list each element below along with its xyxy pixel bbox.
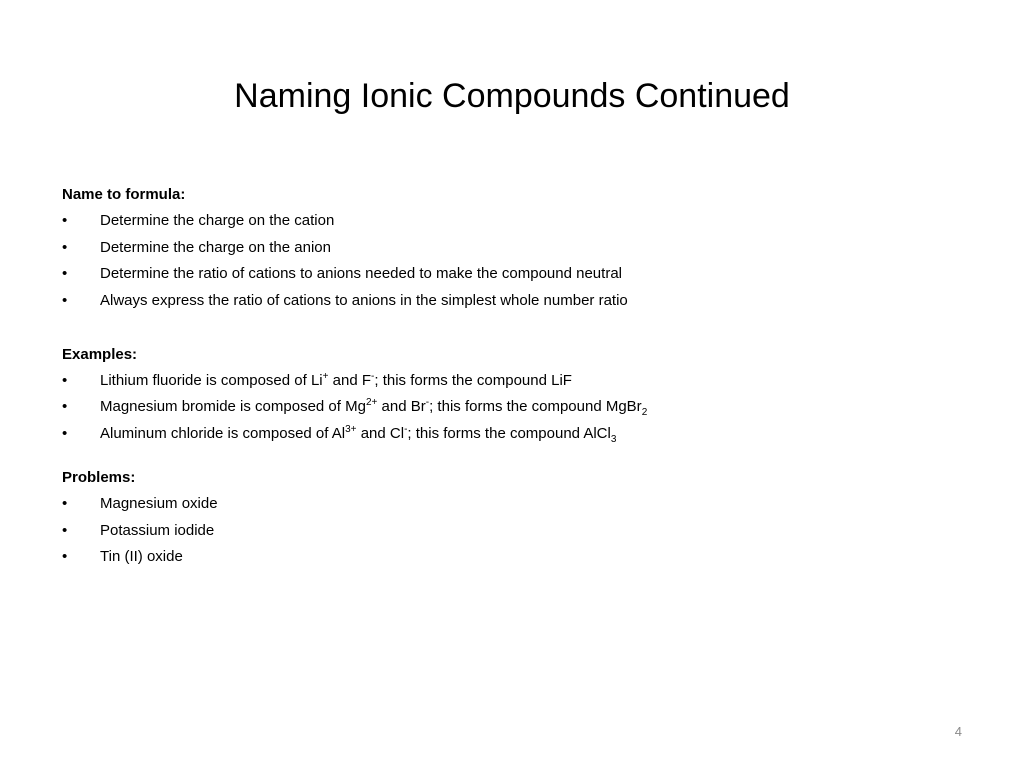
example-middle: ; this forms the compound <box>429 398 606 416</box>
bullet-icon: • <box>62 265 68 283</box>
compound-formula: AlCl <box>583 425 611 443</box>
bullet-icon: • <box>62 398 68 416</box>
anion-charge: - <box>425 397 430 409</box>
cation-symbol: Mg <box>345 398 366 416</box>
bullet-text: Determine the charge on the anion <box>100 238 331 256</box>
problems-heading: Problems: <box>62 468 136 486</box>
bullet-icon: • <box>62 371 68 389</box>
bullet-icon: • <box>62 425 68 443</box>
cation-charge: 2+ <box>365 397 378 409</box>
example-prefix: Aluminum chloride is composed of <box>100 425 332 443</box>
example-connector: and <box>328 371 362 389</box>
slide-content <box>62 184 962 573</box>
example-connector: and <box>356 425 390 443</box>
example-prefix: Lithium fluoride is composed of <box>100 371 311 389</box>
name-to-formula-bullet-4 <box>62 290 962 317</box>
anion-symbol: Cl <box>389 425 405 443</box>
name-to-formula-bullet-1 <box>62 210 962 237</box>
example-item-2 <box>62 396 962 423</box>
cation-symbol: Li <box>310 371 323 389</box>
cation-charge: 3+ <box>345 424 357 436</box>
cation-charge: + <box>322 370 329 382</box>
example-item-1 <box>62 370 962 397</box>
anion-symbol: Br <box>410 398 426 416</box>
anion-charge: - <box>404 424 408 436</box>
formula-subscript: 2 <box>641 407 648 419</box>
problem-item-1 <box>62 493 962 520</box>
cation-symbol: Al <box>331 425 346 443</box>
problem-item-3 <box>62 546 962 573</box>
formula-subscript: 3 <box>610 434 617 446</box>
examples-heading: Examples: <box>62 345 138 363</box>
problem-text: Potassium iodide <box>100 521 215 539</box>
example-prefix: Magnesium bromide is composed of <box>100 398 346 416</box>
bullet-icon: • <box>62 494 68 512</box>
problem-item-2 <box>62 520 962 547</box>
slide-title: Naming Ionic Compounds Continued <box>234 77 790 115</box>
compound-formula: LiF <box>551 371 572 389</box>
example-item-3 <box>62 423 962 450</box>
anion-charge: - <box>371 370 375 382</box>
example-middle: ; this forms the compound <box>407 425 584 443</box>
bullet-text: Determine the charge on the cation <box>100 212 335 229</box>
example-connector: and <box>377 398 411 416</box>
name-to-formula-bullet-3 <box>62 263 962 290</box>
problem-text: Tin (II) oxide <box>100 548 183 566</box>
slide-number: 4 <box>954 724 962 739</box>
name-to-formula-bullet-2 <box>62 237 962 264</box>
bullet-icon: • <box>62 548 68 566</box>
bullet-icon: • <box>62 292 68 310</box>
bullet-icon: • <box>62 238 68 256</box>
bullet-text: Always express the ratio of cations to anions in the simplest whole number ratio <box>100 292 628 310</box>
problem-text: Magnesium oxide <box>100 494 218 512</box>
bullet-icon: • <box>62 212 68 229</box>
name-to-formula-heading: Name to formula: <box>62 186 186 203</box>
compound-formula: MgBr <box>605 398 642 416</box>
anion-symbol: F <box>361 371 372 389</box>
bullet-text: Determine the ratio of cations to anions needed to make the compound neutral <box>100 265 622 283</box>
bullet-icon: • <box>62 521 68 539</box>
example-middle: ; this forms the compound <box>374 371 552 389</box>
